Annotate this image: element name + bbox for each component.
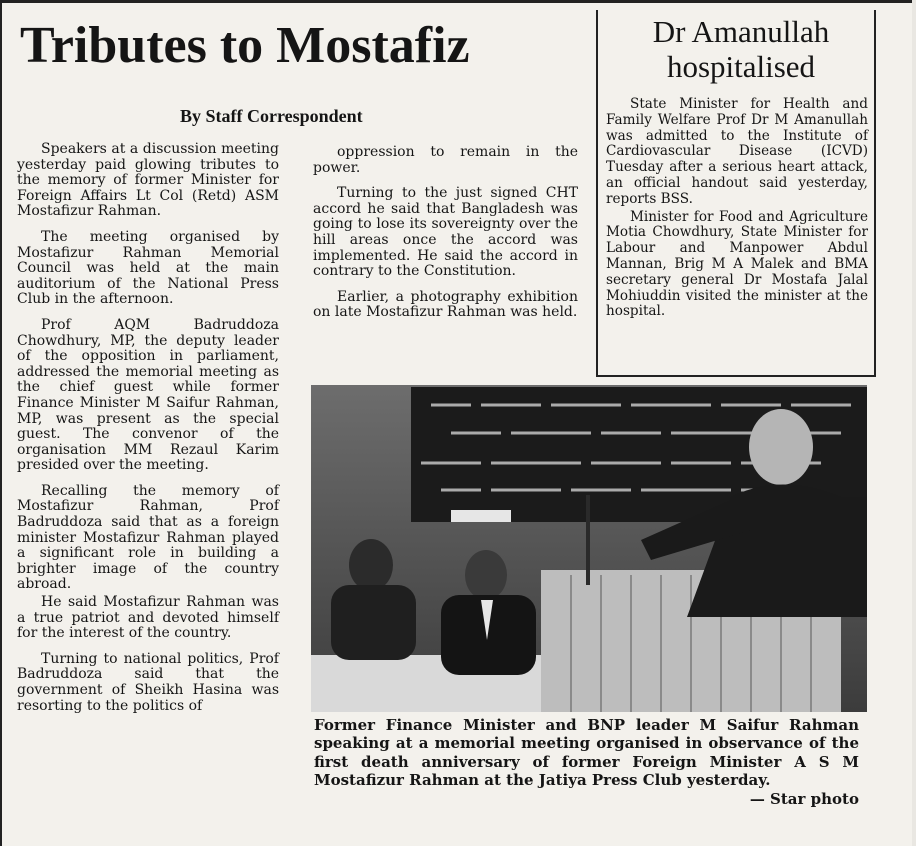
photo-illustration [311,385,867,712]
photo-credit: — Star photo [749,789,859,808]
paragraph: State Minister for Health and Family Welfare Prof Dr M Amanullah was admitted to the Institute of Cardiovascular Disease (ICVD) Tuesday after a serious heart attack, an official handout said yesterday, reports BSS. [606,96,868,207]
left-border [0,0,2,846]
byline: By Staff Correspondent [180,106,363,126]
side-headline-line-1: Dr Amanullah [652,14,830,49]
paragraph: The meeting organised by Mostafizur Rahman Memorial Council was held at the main auditorium of the National Press Club in the afternoon. [17,228,279,308]
paragraph: Minister for Food and Agriculture Motia Chowdhury, State Minister for Labour and Manpower Abdul Mannan, Brig M A Malek and BMA secretary general Dr Mostafa Jalal Mohiuddin visited the minister at the hospital. [606,208,868,320]
news-photo [311,385,867,712]
top-border [0,0,916,3]
paragraph: Turning to the just signed CHT accord he said that Bangladesh was going to lose its sovereignty over the hill areas once the accord was implemented. He said the accord in contrary to the Constitution. [313,185,578,280]
paragraph: He said Mostafizur Rahman was a true patriot and devoted himself for the interest of the country. [17,594,279,642]
paragraph: Speakers at a discussion meeting yesterday paid glowing tributes to the memory of former Minister for Foreign Affairs Lt Col (Retd) ASM Mostafizur Rahman. [17,141,279,220]
paragraph: Earlier, a photography exhibition on late Mostafizur Rahman was held. [313,288,578,321]
main-headline: Tributes to Mostafiz [20,17,470,74]
paragraph: oppression to remain in the power. [313,144,578,176]
paragraph: Recalling the memory of Mostafizur Rahman, Prof Badruddoza said that as a foreign minister Mostafizur Rahman played a significant role in building a brighter image of the country abroad. [17,482,279,593]
side-headline [606,14,876,84]
photo-caption [314,716,859,808]
side-headline-line-2: hospitalised [666,49,816,84]
right-edge [912,0,916,846]
paragraph: Prof AQM Badruddoza Chowdhury, MP, the deputy leader of the opposition in parliament, addressed the memorial meeting as the chief guest while former Finance Minister M Saifur Rahman, MP, was present as the special guest. The convenor of the organisation MM Rezaul Karim presided over the meeting. [17,316,279,474]
caption-text: Former Finance Minister and BNP leader M Saifur Rahman speaking at a memorial meeting organised in observance of the first death anniversary of former Foreign Minister A S M Mostafizur Rahman at the Jatiya Press Club yesterday. [314,716,859,790]
main-column-2 [313,145,578,331]
main-column-1 [17,142,279,724]
paragraph: Turning to national politics, Prof Badruddoza said that the government of Sheikh Hasina was resorting to the politics of [17,650,279,714]
column-divider [596,10,598,376]
side-story-body [606,97,868,330]
side-story-bottom-rule [596,375,876,377]
